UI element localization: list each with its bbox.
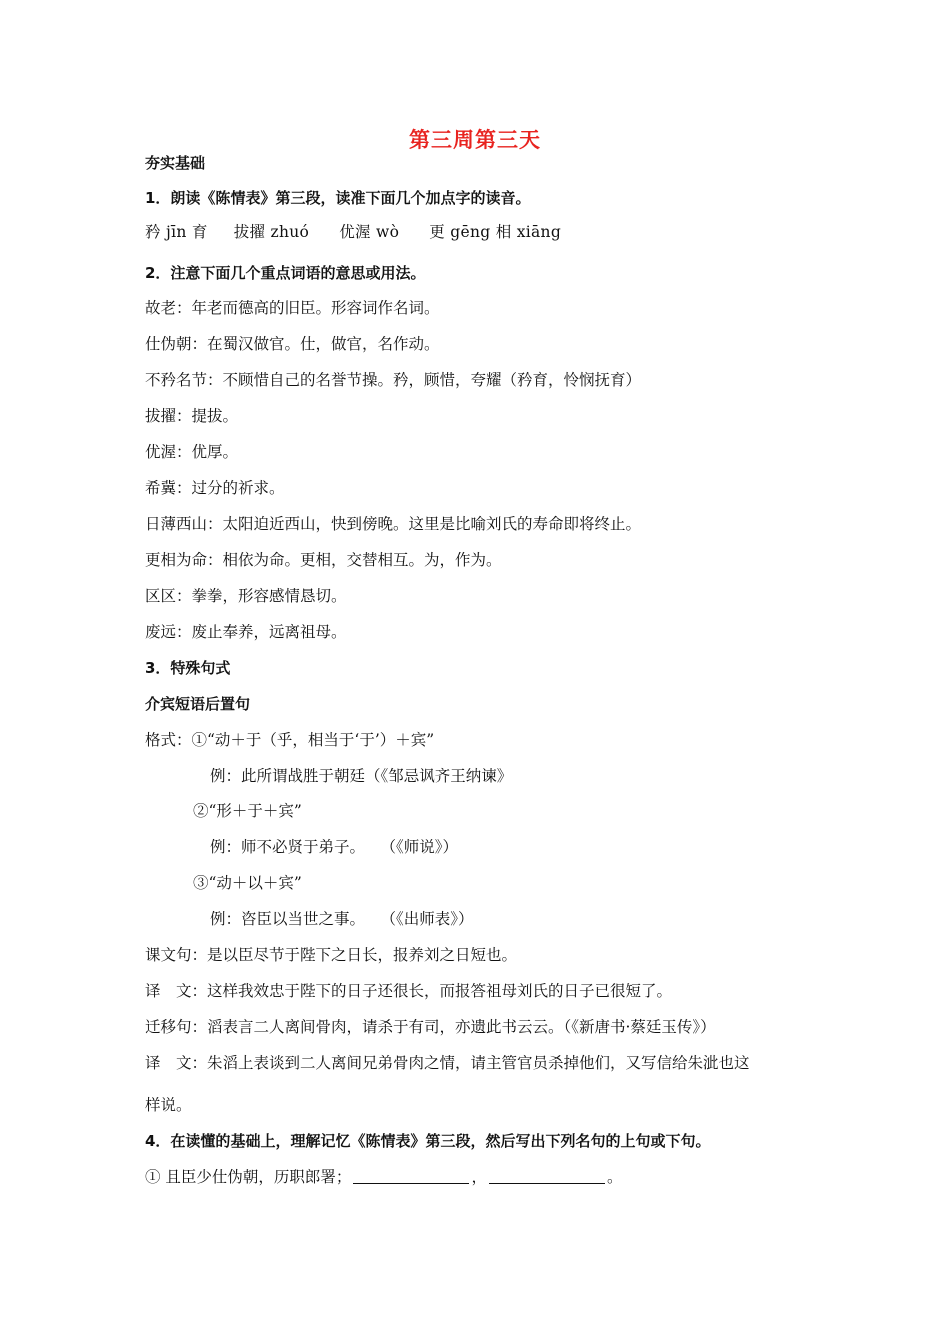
question-1-heading: 1．朗读《陈情表》第三段，读准下面几个加点字的读音。 bbox=[145, 189, 531, 207]
pronunciation-item: 优渥 wò bbox=[339, 223, 400, 241]
question-3-heading: 3．特殊句式 bbox=[145, 659, 231, 677]
text-sentence: 课文句：是以臣尽节于陛下之日长，报养刘之日短也。 bbox=[145, 946, 518, 964]
vocab-line: 日薄西山：太阳迫近西山，快到傍晚。这里是比喻刘氏的寿命即将终止。 bbox=[145, 515, 642, 533]
format-line: 格式：①“动＋于（乎，相当于‘于’）＋宾” bbox=[145, 731, 435, 749]
fill-in-prefix: ① 且臣少仕伪朝，历职郎署； bbox=[145, 1168, 352, 1186]
section-heading: 夯实基础 bbox=[145, 154, 206, 172]
example-line: 例：此所谓战胜于朝廷（《邹忌讽齐王纳谏》 bbox=[210, 767, 513, 785]
vocab-line: 废远：废止奉养，远离祖母。 bbox=[145, 623, 347, 641]
example-line: 例：咨臣以当世之事。 （《出师表》） bbox=[210, 910, 474, 928]
translation-line-cont: 样说。 bbox=[145, 1096, 192, 1114]
page-title: 第三周第三天 bbox=[409, 128, 541, 152]
pronunciation-item: 更 gēng 相 xiāng bbox=[429, 223, 562, 241]
vocab-line: 故老：年老而德高的旧臣。形容词作名词。 bbox=[145, 299, 440, 317]
question-2-heading: 2．注意下面几个重点词语的意思或用法。 bbox=[145, 264, 426, 282]
vocab-line: 仕伪朝：在蜀汉做官。仕，做官，名作动。 bbox=[145, 335, 440, 353]
answer-blank[interactable] bbox=[489, 1167, 605, 1184]
vocab-line: 区区：拳拳，形容感情恳切。 bbox=[145, 587, 347, 605]
fill-in-end: 。 bbox=[606, 1168, 623, 1186]
pronunciation-item: 拔擢 zhuó bbox=[233, 223, 310, 241]
format-line: ③“动＋以＋宾” bbox=[193, 874, 302, 892]
vocab-line: 希冀：过分的祈求。 bbox=[145, 479, 285, 497]
fill-in-separator: ， bbox=[471, 1168, 487, 1186]
example-line: 例：师不必贤于弟子。 （《师说》） bbox=[210, 838, 459, 856]
vocab-line: 更相为命：相依为命。更相，交替相互。为，作为。 bbox=[145, 551, 502, 569]
transfer-sentence: 迁移句：滔表言二人离间骨肉，请杀于有司，亦遗此书云云。（《新唐书·蔡廷玉传》） bbox=[145, 1018, 716, 1036]
vocab-line: 不矜名节：不顾惜自己的名誉节操。矜，顾惜，夸耀（矜育，怜悯抚育） bbox=[145, 371, 642, 389]
question-4-heading: 4．在读懂的基础上，理解记忆《陈情表》第三段，然后写出下列名句的上句或下句。 bbox=[145, 1132, 711, 1150]
vocab-line: 拔擢：提拔。 bbox=[145, 407, 239, 425]
pronunciation-row bbox=[145, 221, 561, 243]
vocab-line: 优渥：优厚。 bbox=[145, 443, 239, 461]
answer-blank[interactable] bbox=[353, 1167, 469, 1184]
format-line: ②“形＋于＋宾” bbox=[193, 802, 302, 820]
translation-line: 译 文：朱滔上表谈到二人离间兄弟骨肉之情，请主管官员杀掉他们，又写信给朱泚也这 bbox=[145, 1054, 750, 1072]
translation-line: 译 文：这样我效忠于陛下的日子还很长，而报答祖母刘氏的日子已很短了。 bbox=[145, 982, 673, 1000]
question-3-subheading: 介宾短语后置句 bbox=[145, 695, 251, 713]
fill-in-line bbox=[145, 1166, 622, 1188]
pronunciation-item: 矜 jīn 育 bbox=[145, 223, 208, 241]
